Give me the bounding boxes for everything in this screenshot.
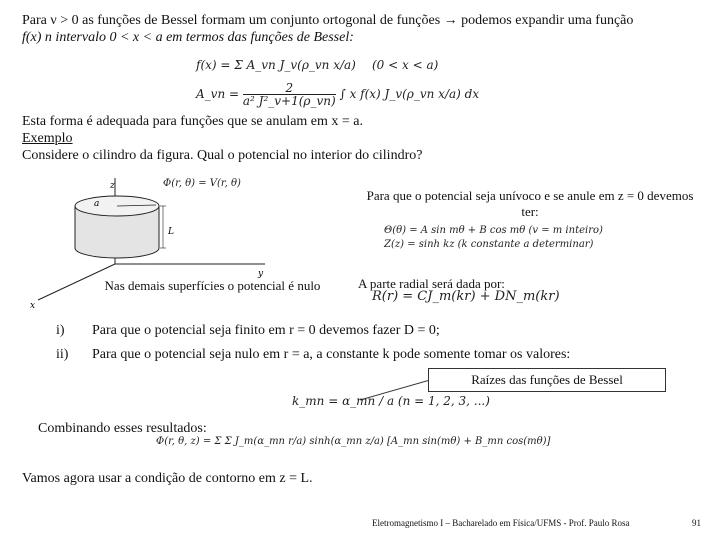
combining-text: Combinando esses resultados: [38,421,207,436]
z-equation: Z(z) = sinh kz (k constante a determinar) [384,239,594,250]
coefficient-fraction-den: a² J²_v+1(ρ_vn) [242,94,336,108]
y-axis-label: y [258,269,264,279]
contour-text: Vamos agora usar a condição de contorno em z = L. [22,471,313,486]
footer-text: Eletromagnetismo I – Bacharelado em Física/UFMS - Prof. Paulo Rosa [372,518,630,528]
item-ii-marker: ii) [56,347,69,362]
example-text: Considere o cilindro da figura. Qual o potencial no interior do cilindro? [22,148,423,163]
z-axis-label: z [110,181,115,191]
page-number: 91 [692,518,701,528]
radial-equation: R(r) = CJ_m(kr) + DN_m(kr) [372,289,560,304]
expansion-eq-lhs: f(x) = [196,58,231,72]
other-surfaces-text: Nas demais superfícies o potencial é nulo [104,278,321,293]
intro-line-2: f(x) n intervalo 0 < x < a em termos das funções de Bessel: [22,30,354,45]
item-i-marker: i) [56,323,65,338]
final-equation: Φ(r, θ, z) = Σ Σ J_m(α_mn r/a) sinh(α_mn z/a) [A_mn sin(mθ) + B_mn cos(mθ)] [156,436,551,447]
theta-equation: Θ(θ) = A sin mθ + B cos mθ (v = m inteiro) [384,225,603,236]
radius-label: a [94,199,100,209]
coefficient-fraction [243,82,336,107]
potential-equation: Φ(r, θ) = V(r, θ) [163,178,241,189]
example-heading: Exemplo [22,131,73,146]
expansion-condition: (0 < x < a) [372,58,439,72]
kmn-equation: k_mn = α_mn / a (n = 1, 2, 3, ...) [292,394,490,408]
univoco-text: Para que o potencial seja unívoco e se anule em z = 0 devemos ter: [366,188,694,219]
coefficient-fraction-num: 2 [285,81,294,95]
adequate-text: Esta forma é adequada para funções que se anulam em x = a. [22,114,364,129]
height-label: L [168,227,174,237]
x-axis-label: x [30,301,36,311]
expansion-eq-rhs: Σ A_vn J_v(ρ_vn x/a) [234,58,356,72]
coefficient-eq-rhs: ∫ x f(x) J_v(ρ_vn x/a) dx [339,87,480,101]
bessel-roots-callout: Raízes das funções de Bessel [428,368,666,392]
radial-label: A parte radial será dada por: [358,276,505,291]
item-ii-text: Para que o potencial seja nulo em r = a, a constante k pode somente tomar os valores: [92,347,571,362]
coefficient-equation [196,82,479,107]
intro-line-1: Para ν > 0 as funções de Bessel formam um conjunto ortogonal de funções → podemos expandir uma função [22,13,634,28]
item-i-text: Para que o potencial seja finito em r = 0 devemos fazer D = 0; [92,323,440,338]
expansion-equation [196,58,356,72]
coefficient-eq-lhs: A_vn = [196,87,240,101]
